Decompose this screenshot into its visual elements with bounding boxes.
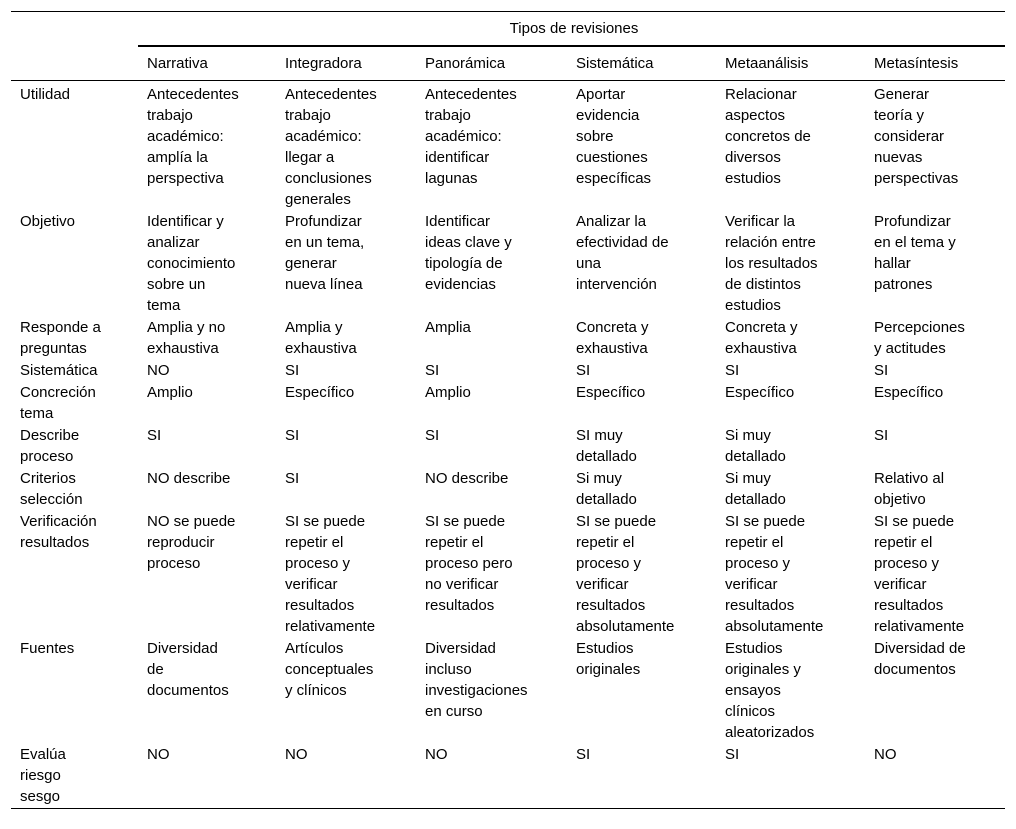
cell-line: detallado — [725, 448, 786, 465]
table-cell — [276, 317, 416, 360]
table-cell — [865, 468, 1005, 511]
cell-line: exhaustiva — [725, 340, 797, 357]
row-label-line: preguntas — [20, 340, 87, 357]
cell-line: amplía la — [147, 149, 208, 166]
cell-line: proceso y — [725, 555, 791, 572]
cell-line: NO describe — [425, 470, 509, 487]
cell-line: Amplio — [147, 384, 193, 401]
cell-line: Específico — [285, 384, 355, 401]
cell-line: exhaustiva — [285, 340, 357, 357]
cell-line: repetir el — [576, 534, 635, 551]
table-cell — [416, 744, 567, 809]
cell-line: exhaustiva — [576, 340, 648, 357]
cell-line: Amplia y — [285, 319, 343, 336]
cell-line: concretos de — [725, 128, 811, 145]
cell-line: SI — [725, 746, 740, 763]
cell-line: verificar — [725, 576, 778, 593]
row-label-line: proceso — [20, 448, 74, 465]
table-cell — [567, 211, 716, 317]
cell-line: investigaciones — [425, 682, 528, 699]
table-cell — [865, 382, 1005, 425]
table-cell — [567, 81, 716, 212]
cell-line: absolutamente — [576, 618, 675, 635]
cell-line: resultados — [285, 597, 355, 614]
cell-line: detallado — [576, 448, 637, 465]
table-body — [11, 81, 1005, 809]
cell-line: detallado — [576, 491, 637, 508]
cell-line: Si muy — [576, 470, 622, 487]
table-cell — [716, 382, 865, 425]
column-header-4: Sistemática — [576, 55, 654, 72]
row-label-line: selección — [20, 491, 83, 508]
cell-line: nuevas — [874, 149, 923, 166]
table-cell — [865, 511, 1005, 638]
cell-line: originales y — [725, 661, 801, 678]
table-cell — [138, 317, 276, 360]
table-row — [11, 744, 1005, 809]
cell-line: Específico — [725, 384, 795, 401]
cell-line: Verificar la — [725, 213, 796, 230]
row-label — [11, 382, 138, 425]
table-cell — [416, 511, 567, 638]
cell-line: SI — [285, 362, 300, 379]
cell-line: reproducir — [147, 534, 215, 551]
cell-line: Relacionar — [725, 86, 797, 103]
row-label-line: Sistemática — [20, 362, 98, 379]
cell-line: SI — [874, 362, 889, 379]
table-row — [11, 211, 1005, 317]
table-cell — [865, 211, 1005, 317]
cell-line: SI se puede — [725, 513, 806, 530]
cell-line: los resultados — [725, 255, 818, 272]
table-cell — [567, 317, 716, 360]
cell-line: NO — [147, 362, 170, 379]
cell-line: tema — [147, 297, 181, 314]
table-cell — [416, 81, 567, 212]
table-row — [11, 317, 1005, 360]
cell-line: analizar — [147, 234, 200, 251]
column-header-2: Integradora — [285, 55, 362, 72]
cell-line: no verificar — [425, 576, 499, 593]
cell-line: Artículos — [285, 640, 344, 657]
cell-line: documentos — [874, 661, 956, 678]
table-cell — [276, 638, 416, 744]
cell-line: NO — [425, 746, 448, 763]
cell-line: Diversidad — [147, 640, 218, 657]
cell-line: Si muy — [725, 470, 771, 487]
cell-line: SI se puede — [425, 513, 506, 530]
cell-line: evidencia — [576, 107, 640, 124]
cell-line: Amplia — [425, 319, 471, 336]
cell-line: proceso y — [285, 555, 351, 572]
cell-line: resultados — [425, 597, 495, 614]
cell-line: SI se puede — [285, 513, 366, 530]
cell-line: Antecedentes — [147, 86, 239, 103]
row-label-line: Concreción — [20, 384, 96, 401]
cell-line: lagunas — [425, 170, 478, 187]
cell-line: en un tema, — [285, 234, 365, 251]
column-header-row — [11, 46, 1005, 81]
table-cell — [138, 744, 276, 809]
cell-line: proceso — [147, 555, 201, 572]
cell-line: académico: — [147, 128, 224, 145]
table-cell — [865, 744, 1005, 809]
cell-line: resultados — [874, 597, 944, 614]
table-cell — [416, 382, 567, 425]
cell-line: generar — [285, 255, 337, 272]
cell-line: SI — [425, 362, 440, 379]
table-cell — [716, 317, 865, 360]
cell-line: de — [147, 661, 164, 678]
cell-line: Diversidad de — [874, 640, 966, 657]
column-header-6: Metasíntesis — [874, 55, 959, 72]
table-cell — [567, 360, 716, 382]
table-cell — [716, 468, 865, 511]
cell-line: relación entre — [725, 234, 816, 251]
cell-line: intervención — [576, 276, 657, 293]
table-cell — [138, 360, 276, 382]
cell-line: ideas clave y — [425, 234, 512, 251]
column-header-3: Panorámica — [425, 55, 506, 72]
table-cell — [567, 744, 716, 809]
cell-line: aleatorizados — [725, 724, 815, 741]
cell-line: proceso y — [576, 555, 642, 572]
cell-line: SI — [147, 427, 162, 444]
cell-line: en curso — [425, 703, 483, 720]
cell-line: académico: — [285, 128, 362, 145]
cell-line: verificar — [874, 576, 927, 593]
cell-line: NO — [874, 746, 897, 763]
cell-line: patrones — [874, 276, 933, 293]
row-label-line: tema — [20, 405, 54, 422]
group-header: Tipos de revisiones — [138, 12, 1005, 47]
cell-line: tipología de — [425, 255, 503, 272]
cell-line: estudios — [725, 170, 781, 187]
cell-line: perspectiva — [147, 170, 224, 187]
cell-line: específicas — [576, 170, 652, 187]
cell-line: diversos — [725, 149, 781, 166]
cell-line: de distintos — [725, 276, 801, 293]
cell-line: incluso — [425, 661, 472, 678]
cell-line: una — [576, 255, 602, 272]
cell-line: y actitudes — [874, 340, 946, 357]
cell-line: objetivo — [874, 491, 926, 508]
cell-line: resultados — [576, 597, 646, 614]
table-cell — [276, 468, 416, 511]
cell-line: Si muy — [725, 427, 771, 444]
row-label-line: Objetivo — [20, 213, 76, 230]
cell-line: proceso pero — [425, 555, 513, 572]
table-cell — [138, 211, 276, 317]
cell-line: teoría y — [874, 107, 925, 124]
cell-line: SI — [874, 427, 889, 444]
table-cell — [865, 425, 1005, 468]
cell-line: NO — [285, 746, 308, 763]
row-label-line: Fuentes — [20, 640, 75, 657]
cell-line: SI — [576, 362, 591, 379]
cell-line: académico: — [425, 128, 502, 145]
table-cell — [138, 425, 276, 468]
column-header-5: Metaanálisis — [725, 55, 809, 72]
cell-line: Analizar la — [576, 213, 647, 230]
cell-line: estudios — [725, 297, 781, 314]
row-label-line: Evalúa — [20, 746, 66, 763]
cell-line: Específico — [874, 384, 944, 401]
cell-line: SI — [425, 427, 440, 444]
cell-line: relativamente — [285, 618, 376, 635]
cell-line: clínicos — [725, 703, 776, 720]
cell-line: SI — [576, 746, 591, 763]
cell-line: sobre — [576, 128, 614, 145]
table-row — [11, 81, 1005, 212]
cell-line: considerar — [874, 128, 945, 145]
row-label-line: resultados — [20, 534, 90, 551]
table-cell — [138, 382, 276, 425]
row-label — [11, 317, 138, 360]
corner-cell — [11, 12, 138, 47]
table-cell — [716, 511, 865, 638]
cell-line: NO se puede — [147, 513, 236, 530]
cell-line: Profundizar — [285, 213, 362, 230]
cell-line: Específico — [576, 384, 646, 401]
table-cell — [567, 638, 716, 744]
table-cell — [567, 468, 716, 511]
cell-line: Profundizar — [874, 213, 951, 230]
row-label — [11, 511, 138, 638]
row-label — [11, 211, 138, 317]
table-cell — [276, 511, 416, 638]
table-cell — [276, 382, 416, 425]
table-cell — [276, 425, 416, 468]
cell-line: SI — [285, 427, 300, 444]
column-header-1: Narrativa — [147, 55, 208, 72]
table-cell — [138, 468, 276, 511]
corner-cell — [11, 46, 138, 81]
cell-line: generales — [285, 191, 351, 208]
cell-line: SI — [285, 470, 300, 487]
table-row — [11, 360, 1005, 382]
cell-line: NO describe — [147, 470, 231, 487]
cell-line: ensayos — [725, 682, 781, 699]
cell-line: originales — [576, 661, 641, 678]
cell-line: trabajo — [285, 107, 331, 124]
cell-line: nueva línea — [285, 276, 363, 293]
review-types-table — [11, 11, 1005, 809]
cell-line: sobre un — [147, 276, 206, 293]
table-cell — [716, 638, 865, 744]
table-row — [11, 468, 1005, 511]
group-header-row — [11, 12, 1005, 47]
table-cell — [276, 81, 416, 212]
table-row — [11, 382, 1005, 425]
cell-line: repetir el — [725, 534, 784, 551]
cell-line: detallado — [725, 491, 786, 508]
cell-line: perspectivas — [874, 170, 959, 187]
cell-line: Estudios — [576, 640, 634, 657]
row-label — [11, 360, 138, 382]
cell-line: SI — [725, 362, 740, 379]
table-cell — [138, 81, 276, 212]
cell-line: identificar — [425, 149, 490, 166]
table-cell — [567, 382, 716, 425]
cell-line: conclusiones — [285, 170, 372, 187]
table-cell — [567, 425, 716, 468]
row-label-line: sesgo — [20, 788, 61, 805]
cell-line: absolutamente — [725, 618, 824, 635]
cell-line: Estudios — [725, 640, 783, 657]
table-cell — [865, 360, 1005, 382]
cell-line: exhaustiva — [147, 340, 219, 357]
cell-line: Antecedentes — [425, 86, 517, 103]
table-cell — [716, 425, 865, 468]
table-cell — [138, 511, 276, 638]
row-label — [11, 468, 138, 511]
cell-line: hallar — [874, 255, 911, 272]
cell-line: llegar a — [285, 149, 335, 166]
table-cell — [865, 81, 1005, 212]
row-label-line: Describe — [20, 427, 80, 444]
cell-line: Antecedentes — [285, 86, 377, 103]
table-cell — [276, 211, 416, 317]
cell-line: repetir el — [425, 534, 484, 551]
cell-line: evidencias — [425, 276, 496, 293]
cell-line: verificar — [576, 576, 629, 593]
table-cell — [567, 511, 716, 638]
table-row — [11, 511, 1005, 638]
cell-line: verificar — [285, 576, 338, 593]
row-label — [11, 425, 138, 468]
cell-line: Relativo al — [874, 470, 945, 487]
cell-line: trabajo — [147, 107, 193, 124]
row-label-line: Verificación — [20, 513, 97, 530]
cell-line: y clínicos — [285, 682, 347, 699]
table-row — [11, 638, 1005, 744]
cell-line: Percepciones — [874, 319, 965, 336]
table-cell — [416, 317, 567, 360]
cell-line: repetir el — [874, 534, 933, 551]
cell-line: SI se puede — [576, 513, 657, 530]
table-row — [11, 425, 1005, 468]
table-cell — [416, 211, 567, 317]
table-cell — [416, 425, 567, 468]
cell-line: Diversidad — [425, 640, 496, 657]
cell-line: documentos — [147, 682, 229, 699]
cell-line: conceptuales — [285, 661, 374, 678]
cell-line: SI se puede — [874, 513, 955, 530]
cell-line: NO — [147, 746, 170, 763]
cell-line: en el tema y — [874, 234, 956, 251]
row-label-line: Utilidad — [20, 86, 71, 103]
cell-line: efectividad de — [576, 234, 669, 251]
cell-line: Generar — [874, 86, 930, 103]
cell-line: relativamente — [874, 618, 965, 635]
cell-line: Amplia y no — [147, 319, 226, 336]
row-label-line: Responde a — [20, 319, 101, 336]
table-cell — [716, 360, 865, 382]
cell-line: SI muy — [576, 427, 623, 444]
cell-line: resultados — [725, 597, 795, 614]
table-cell — [416, 468, 567, 511]
cell-line: repetir el — [285, 534, 344, 551]
table-cell — [716, 81, 865, 212]
cell-line: aspectos — [725, 107, 786, 124]
cell-line: Concreta y — [576, 319, 649, 336]
row-label — [11, 638, 138, 744]
table-cell — [276, 360, 416, 382]
cell-line: Identificar y — [147, 213, 224, 230]
cell-line: trabajo — [425, 107, 471, 124]
table-cell — [416, 360, 567, 382]
table-cell — [138, 638, 276, 744]
table-cell — [716, 211, 865, 317]
cell-line: cuestiones — [576, 149, 648, 166]
row-label — [11, 81, 138, 212]
cell-line: proceso y — [874, 555, 940, 572]
cell-line: Amplio — [425, 384, 471, 401]
row-label-line: riesgo — [20, 767, 61, 784]
table-cell — [865, 317, 1005, 360]
row-label — [11, 744, 138, 809]
table-cell — [416, 638, 567, 744]
cell-line: conocimiento — [147, 255, 236, 272]
table-cell — [865, 638, 1005, 744]
cell-line: Concreta y — [725, 319, 798, 336]
cell-line: Aportar — [576, 86, 626, 103]
cell-line: Identificar — [425, 213, 491, 230]
row-label-line: Criterios — [20, 470, 76, 487]
table-cell — [276, 744, 416, 809]
table-cell — [716, 744, 865, 809]
